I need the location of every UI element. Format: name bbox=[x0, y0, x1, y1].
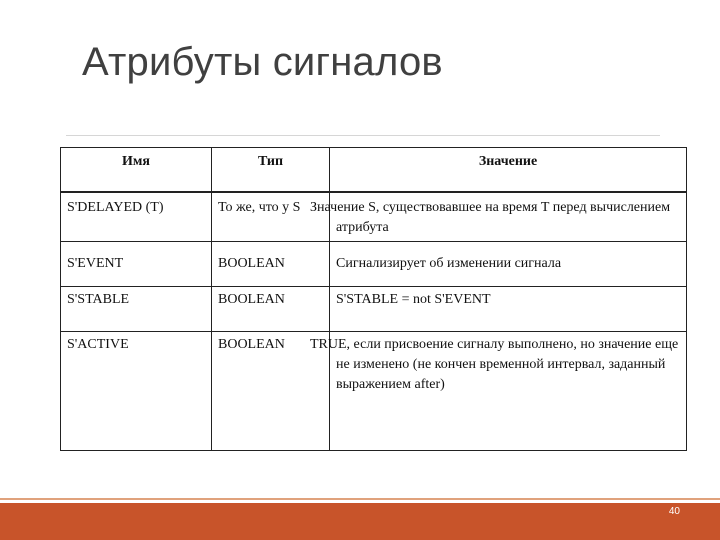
cell-value: S'STABLE = not S'EVENT bbox=[330, 287, 687, 332]
cell-type: То же, что у S bbox=[212, 192, 330, 242]
cell-name: S'DELAYED (T) bbox=[61, 192, 212, 242]
cell-type: BOOLEAN bbox=[212, 242, 330, 287]
table-row bbox=[61, 332, 687, 451]
table-header-row bbox=[61, 148, 687, 192]
footer-bar bbox=[0, 503, 720, 540]
table-row bbox=[61, 242, 687, 287]
header-value: Значение bbox=[330, 148, 687, 192]
title-divider bbox=[66, 135, 660, 136]
table-row bbox=[61, 192, 687, 242]
cell-value: Сигнализирует об изменении сигнала bbox=[330, 242, 687, 287]
page-number: 40 bbox=[668, 506, 680, 517]
cell-name: S'ACTIVE bbox=[61, 332, 212, 451]
slide-title: Атрибуты сигналов bbox=[82, 40, 443, 84]
cell-name: S'EVENT bbox=[61, 242, 212, 287]
cell-type: BOOLEAN bbox=[212, 332, 330, 451]
table-row bbox=[61, 287, 687, 332]
cell-value: TRUE, если присвоение сигналу выполнено, но значение еще не изменено (не кончен временной интервал, заданный выражением after) bbox=[330, 332, 687, 451]
cell-value: Значение S, существовавшее на время T перед вычислением атрибута bbox=[330, 192, 687, 242]
signal-attributes-table bbox=[60, 147, 687, 451]
cell-type: BOOLEAN bbox=[212, 287, 330, 332]
cell-name: S'STABLE bbox=[61, 287, 212, 332]
header-name: Имя bbox=[61, 148, 212, 192]
footer-accent-line bbox=[0, 498, 720, 500]
header-type: Тип bbox=[212, 148, 330, 192]
